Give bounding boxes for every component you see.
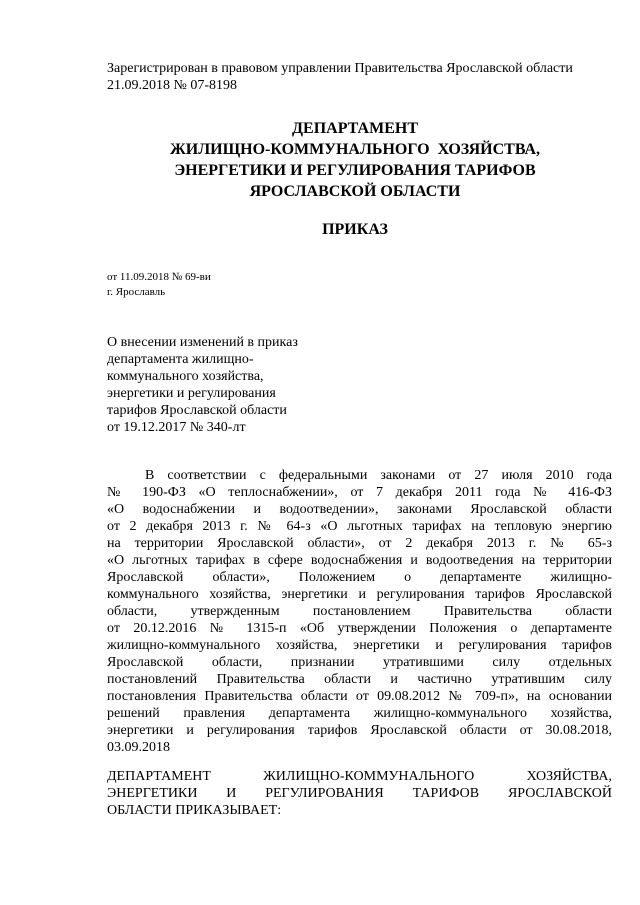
order-subject <box>107 334 367 436</box>
preamble-line: коммунального хозяйства, энергетики и регулирования тарифов Ярославской <box>107 587 612 602</box>
order-preamble <box>107 467 612 756</box>
department-line-1: ДЕПАРТАМЕНТ <box>292 120 418 137</box>
preamble-line: области, утвержденным постановлением Правительства области <box>107 604 612 619</box>
registration-line-1: Зарегистрирован в правовом управлении Правительства Ярославской области <box>107 61 573 76</box>
subject-line: энергетики и регулирования <box>107 386 276 401</box>
preamble-line: постановлений Правительства области и частично утратившим силу <box>107 672 612 687</box>
preamble-line: решений правления департамента жилищно-коммунального хозяйства, <box>107 706 612 721</box>
preamble-line: от 2 декабря 2013 г. № 64-з «О льготных тарифах на тепловую энергию <box>107 519 612 534</box>
preamble-line: энергетики и регулирования тарифов Ярославской области от 30.08.2018, <box>107 723 612 738</box>
registration-line-2: 21.09.2018 № 07-8198 <box>107 78 238 93</box>
subject-line: тарифов Ярославской области <box>107 403 287 418</box>
department-line-3: ЭНЕРГЕТИКИ И РЕГУЛИРОВАНИЯ ТАРИФОВ <box>174 162 536 179</box>
preamble-line: В соответствии с федеральными законами от 27 июля 2010 года <box>145 468 612 483</box>
order-city: г. Ярославль <box>107 286 166 298</box>
preamble-line: на территории Ярославской области», от 2 декабря 2013 г. № 65-з <box>107 536 612 551</box>
subject-line: от 19.12.2017 № 340-лт <box>107 420 246 435</box>
order-date-number: от 11.09.2018 № 69-ви <box>107 271 211 283</box>
subject-line: департамента жилищно- <box>107 352 254 367</box>
order-meta <box>107 270 211 300</box>
order-title: ПРИКАЗ <box>322 221 388 238</box>
preamble-line: «О водоснабжении и водоотведении», законами Ярославской области <box>107 502 612 517</box>
resolution-line: ДЕПАРТАМЕНТ ЖИЛИЩНО-КОММУНАЛЬНОГО ХОЗЯЙСТВА, <box>107 769 612 784</box>
department-line-2: ЖИЛИЩНО-КОММУНАЛЬНОГО ХОЗЯЙСТВА, <box>169 141 541 158</box>
order-resolution <box>107 768 612 819</box>
preamble-line: от 20.12.2016 № 1315-п «Об утверждении Положения о департаменте <box>107 621 612 636</box>
preamble-line: постановления Правительства области от 09.08.2012 № 709-п», на основании <box>107 689 612 704</box>
preamble-line: 03.09.2018 <box>107 740 170 755</box>
registration-note <box>107 60 612 94</box>
preamble-line: Ярославской области», Положением о департаменте жилищно- <box>107 570 612 585</box>
preamble-line: Ярославской области, признании утратившими силу отдельных <box>107 655 612 670</box>
preamble-line: «О льготных тарифах в сфере водоснабжения и водоотведения на территории <box>107 553 612 568</box>
resolution-line: ЭНЕРГЕТИКИ И РЕГУЛИРОВАНИЯ ТАРИФОВ ЯРОСЛАВСКОЙ <box>107 786 612 801</box>
preamble-line: № 190-ФЗ «О теплоснабжении», от 7 декабря 2011 года № 416-ФЗ <box>107 485 612 500</box>
subject-line: коммунального хозяйства, <box>107 369 264 384</box>
resolution-line: ОБЛАСТИ ПРИКАЗЫВАЕТ: <box>107 803 282 818</box>
department-heading <box>100 118 610 202</box>
preamble-line: жилищно-коммунального хозяйства, энергетики и регулирования тарифов <box>107 638 612 653</box>
department-line-4: ЯРОСЛАВСКОЙ ОБЛАСТИ <box>249 183 461 200</box>
subject-line: О внесении изменений в приказ <box>107 335 298 350</box>
